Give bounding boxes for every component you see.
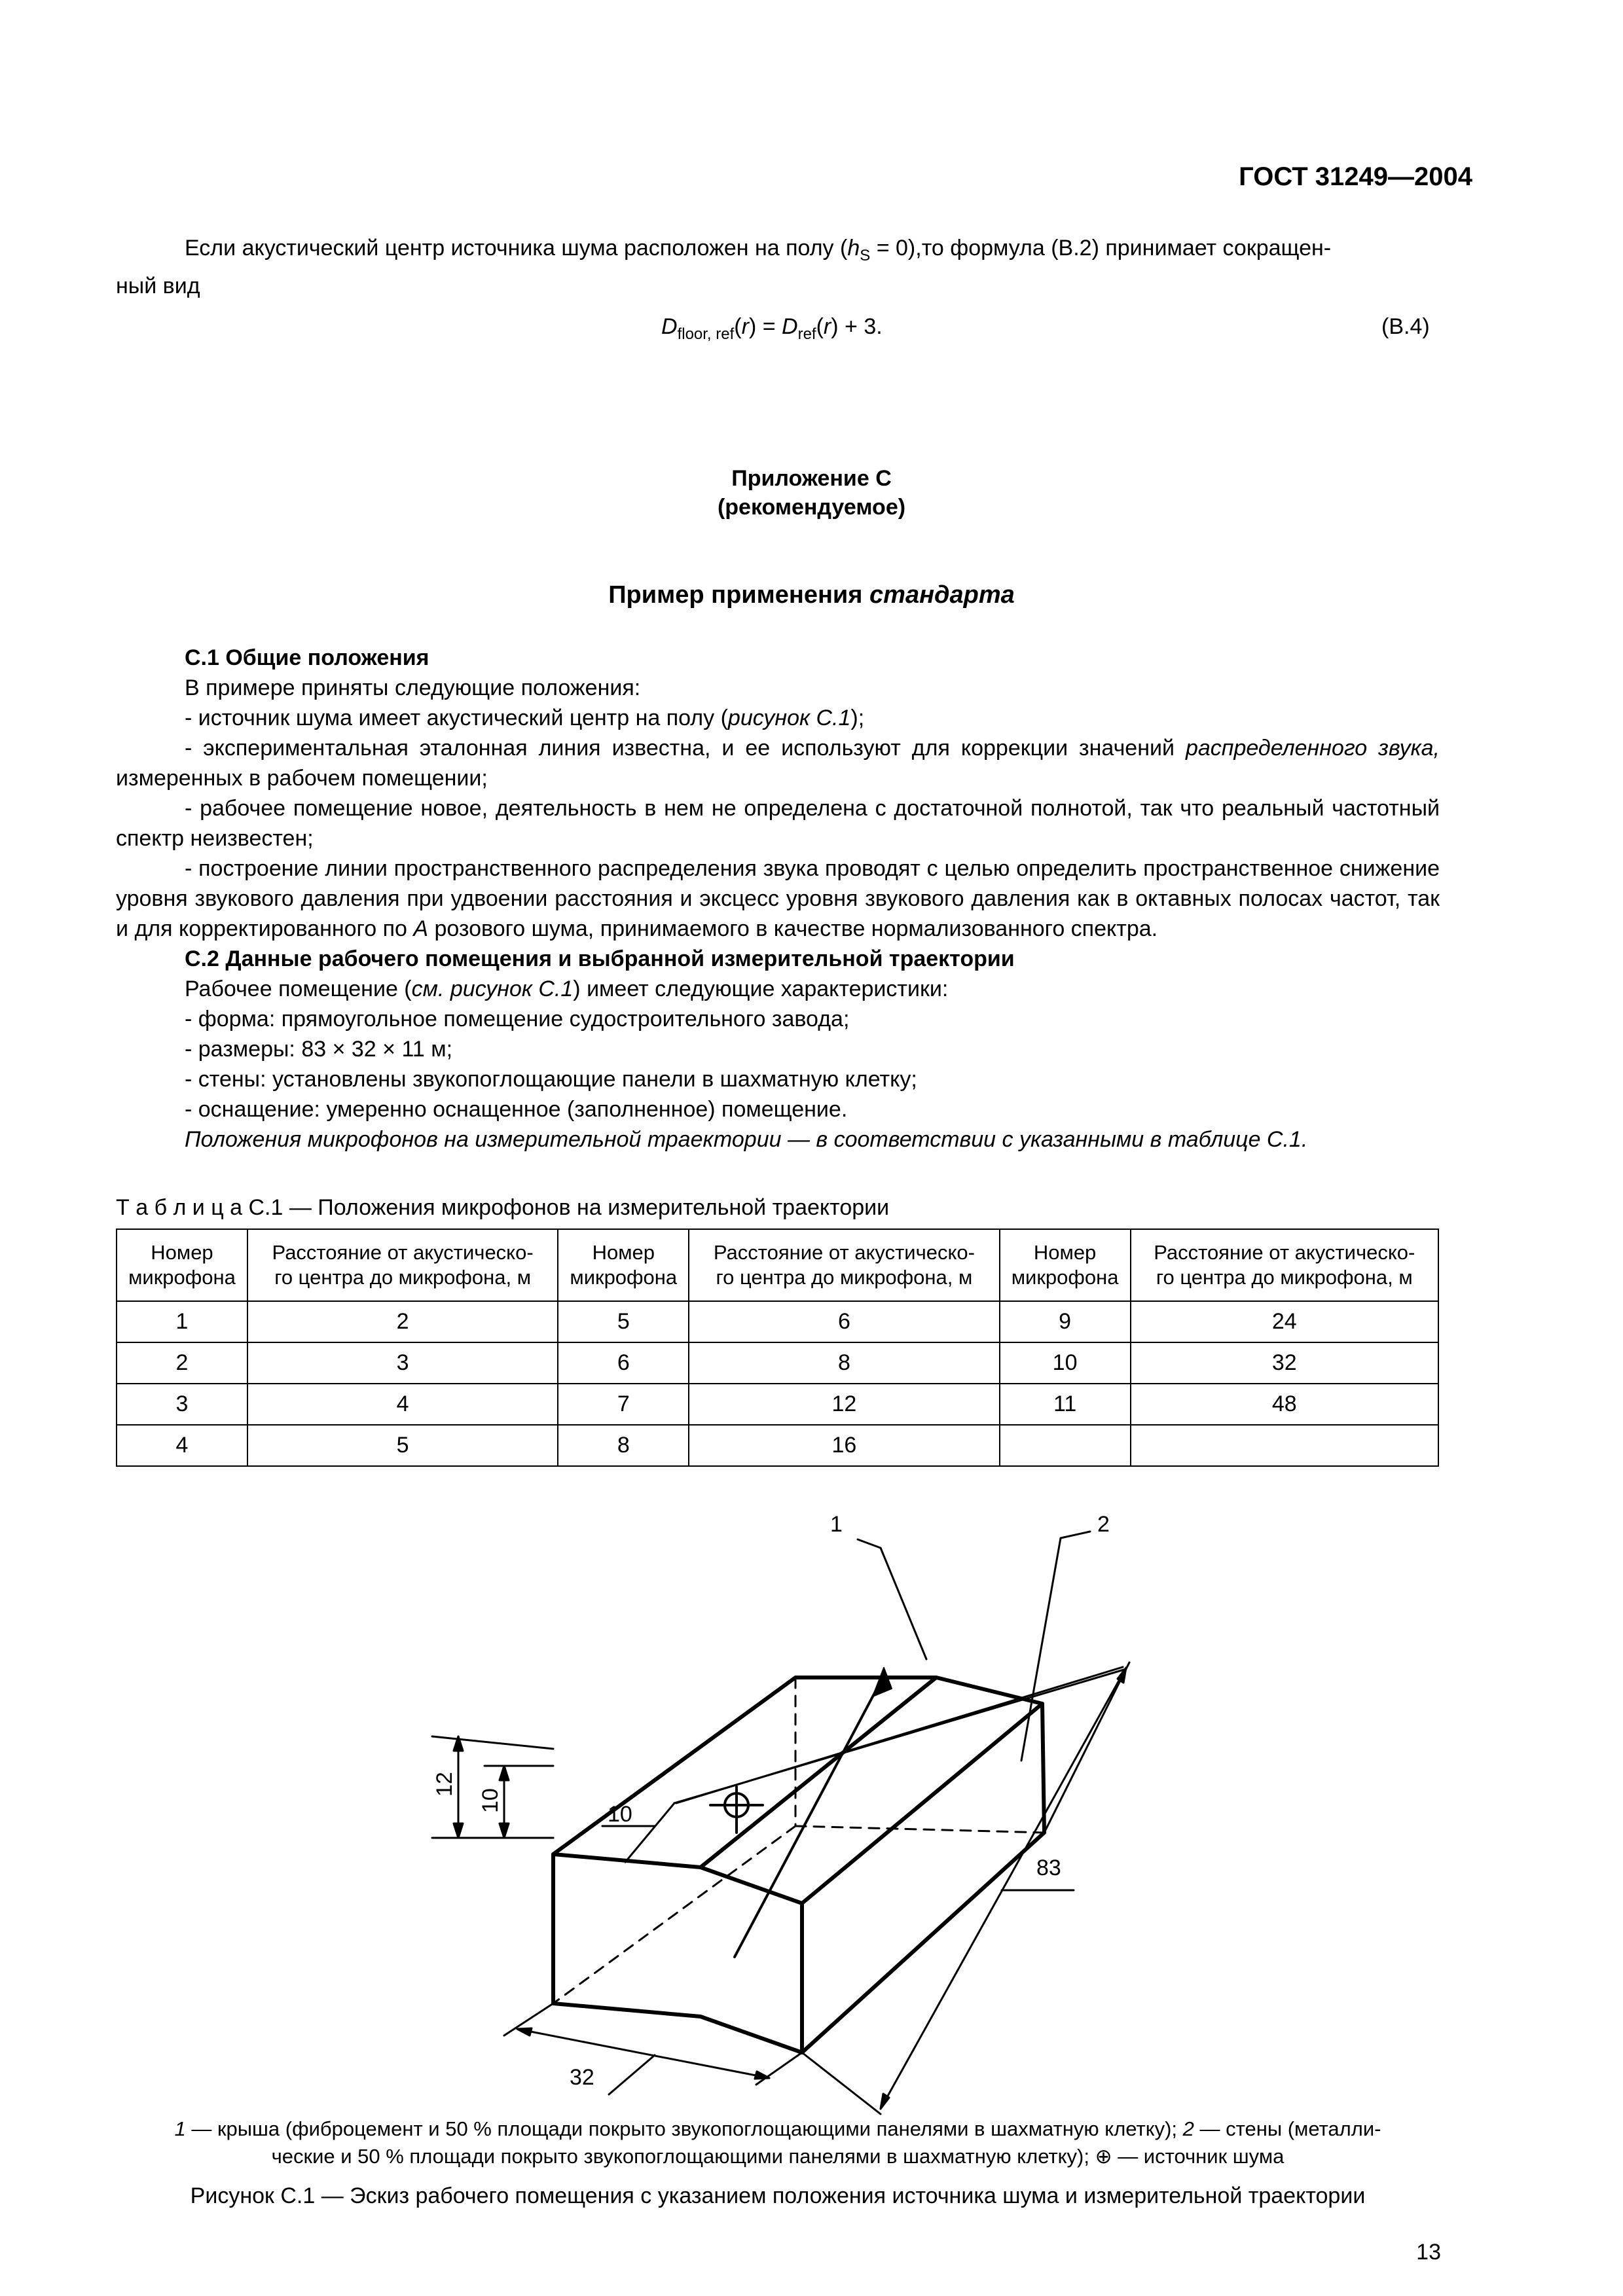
label-length-83: 83 xyxy=(1036,1856,1061,1880)
width-dimension-32 xyxy=(504,2003,802,2094)
table-cell: 8 xyxy=(689,1342,999,1384)
formula-sub2: ref xyxy=(797,325,816,343)
intro-h-sub: S xyxy=(860,247,871,264)
section1-p3b: распределенного звука, xyxy=(1185,736,1440,761)
roof-leader-line xyxy=(881,1548,926,1659)
section2-walls: - стены: установлены звукопоглощающие панели в шахматную клетку; xyxy=(185,1067,917,1092)
col-header-distance-l1: Расстояние от акустическо- xyxy=(713,1241,975,1264)
appendix-heading-a: Пример применения xyxy=(608,581,870,609)
table-cell: 6 xyxy=(558,1342,689,1384)
section2-p1b: см. рисунок С.1 xyxy=(411,977,574,1001)
formula-r1: r xyxy=(741,314,749,339)
section1-p3c: измеренных в рабочем помещении; xyxy=(116,766,488,791)
table-cell: 24 xyxy=(1131,1301,1438,1342)
length-dimension-83 xyxy=(802,1662,1129,2114)
section1-p3a: - экспериментальная эталонная линия известна, и ее используют для коррекции значений xyxy=(185,736,1186,761)
legend-1-text: — крыша (фиброцемент и 50 % площади покрыто звукопоглощающими панелями в шахматную клетку); xyxy=(185,2117,1183,2140)
col-header-number-l1: Номер xyxy=(1033,1241,1097,1264)
label-width-32: 32 xyxy=(570,2065,594,2090)
col-header-distance-l1: Расстояние от акустическо- xyxy=(1154,1241,1415,1264)
legend-2-num: 2 xyxy=(1182,2117,1194,2140)
table-cell: 8 xyxy=(558,1425,689,1466)
table-cell: 5 xyxy=(558,1301,689,1342)
table-caption-label: Т а б л и ц а xyxy=(116,1195,243,1220)
roof-leader xyxy=(858,1539,881,1548)
section1-p2b: рисунок С.1 xyxy=(727,706,851,730)
col-header-distance-l2: го центра до микрофона, м xyxy=(274,1266,532,1289)
legend-2-text-b: ческие и 50 % площади покрыто звукопоглощающими панелями в шахматную клетку); ⊕ — источник шума xyxy=(271,2145,1285,2168)
section1-p4: - рабочее помещение новое, деятельность в нем не определена с достаточной полнотой, так что реальный частотный спектр неизвестен; xyxy=(116,796,1440,851)
intro-line2: ный вид xyxy=(116,274,200,298)
section2-equip: - оснащение: умеренно оснащенное (заполненное) помещение. xyxy=(185,1097,848,1122)
table-cell: 2 xyxy=(117,1342,247,1384)
table-cell: 1 xyxy=(117,1301,247,1342)
formula-d2: D xyxy=(782,314,798,339)
intro-text-a: Если акустический центр источника шума расположен на полу ( xyxy=(185,236,848,260)
section1-p2a: - источник шума имеет акустический центр на полу ( xyxy=(185,706,728,730)
table-cell: 2 xyxy=(247,1301,558,1342)
formula-part2: ( xyxy=(734,314,742,339)
section2-p1c: ) имеет следующие характеристики: xyxy=(573,977,949,1001)
col-header-number-l1: Номер xyxy=(592,1241,655,1264)
section1-p2c: ); xyxy=(850,706,865,730)
label-source-10: 10 xyxy=(608,1802,632,1827)
formula-sub1: floor, ref xyxy=(677,325,735,343)
section1-p5a: - построение линии пространственного распределения звука проводят с целью определить пространственное снижение уровня звукового давления при удвоении расстояния и эксцесс уровня звукового давления как в октавных полосах частот, так и для корректированного по xyxy=(116,856,1440,941)
section1-p1: В примере приняты следующие положения: xyxy=(185,675,641,700)
label-height-12: 12 xyxy=(432,1772,457,1797)
table-cell: 7 xyxy=(558,1384,689,1425)
col-header-distance-l2: го центра до микрофона, м xyxy=(716,1266,973,1289)
section2-note: Положения микрофонов на измерительной траектории — в соответствии с указанными в таблице С.1. xyxy=(185,1127,1308,1152)
table-cell: 5 xyxy=(247,1425,558,1466)
arrow-head xyxy=(873,1668,892,1696)
trajectory-arrow xyxy=(735,1676,884,1957)
section2-p1a: Рабочее помещение ( xyxy=(185,977,412,1001)
col-header-number-l2: микрофона xyxy=(128,1266,236,1289)
section1-heading: С.1 Общие положения xyxy=(185,645,429,670)
legend-1-num: 1 xyxy=(174,2117,186,2140)
legend-2-text-a: — стены (металли- xyxy=(1194,2117,1381,2140)
table-cell: 6 xyxy=(689,1301,999,1342)
formula-d1: D xyxy=(661,314,678,339)
col-header-distance-l2: го центра до микрофона, м xyxy=(1156,1266,1413,1289)
col-header-number-l1: Номер xyxy=(151,1241,213,1264)
table-cell: 9 xyxy=(1000,1301,1131,1342)
formula-number: (B.4) xyxy=(1381,314,1430,339)
section2-form: - форма: прямоугольное помещение судостроительного завода; xyxy=(185,1007,850,1031)
label-walls: 2 xyxy=(1097,1512,1110,1537)
section1-p5c: розового шума, принимаемого в качестве нормализованного спектра. xyxy=(428,916,1158,941)
formula-part4: ( xyxy=(816,314,824,339)
table-cell: 12 xyxy=(689,1384,999,1425)
table-cell: 11 xyxy=(1000,1384,1131,1425)
col-header-number-l2: микрофона xyxy=(1011,1266,1119,1289)
document-code: ГОСТ 31249—2004 xyxy=(1239,162,1472,191)
extension-line xyxy=(676,1667,1123,1803)
wall-leader xyxy=(1061,1532,1090,1538)
figure-caption: Рисунок С.1 — Эскиз рабочего помещения с указанием положения источника шума и измерительной траектории xyxy=(190,2183,1366,2208)
intro-h-var: h xyxy=(847,236,860,260)
intro-text-b: = 0),то формула (B.2) принимает сокращен- xyxy=(870,236,1332,260)
hidden-edges xyxy=(553,1677,1044,2003)
formula-part3: ) = xyxy=(748,314,782,339)
table-caption-text: С.1 — Положения микрофонов на измерительной траектории xyxy=(242,1195,890,1220)
table-cell: 10 xyxy=(1000,1342,1131,1384)
table-cell: 3 xyxy=(117,1384,247,1425)
table-cell: 16 xyxy=(689,1425,999,1466)
formula-r2: r xyxy=(823,314,831,339)
section1-p5b: А xyxy=(413,916,429,941)
table-cell: 32 xyxy=(1131,1342,1438,1384)
building-outline xyxy=(553,1677,1044,2053)
col-header-number-l2: микрофона xyxy=(570,1266,678,1289)
table-cell: 4 xyxy=(247,1384,558,1425)
section2-heading: С.2 Данные рабочего помещения и выбранной измерительной траектории xyxy=(185,946,1015,971)
appendix-subtitle: (рекомендуемое) xyxy=(717,495,906,520)
table-cell: 48 xyxy=(1131,1384,1438,1425)
table-cell: 3 xyxy=(247,1342,558,1384)
page-number: 13 xyxy=(1416,2240,1441,2265)
figure-legend xyxy=(116,2115,1440,2170)
col-header-distance-l1: Расстояние от акустическо- xyxy=(272,1241,534,1264)
label-roof: 1 xyxy=(830,1512,843,1537)
appendix-title: Приложение С xyxy=(731,466,892,491)
label-height-10: 10 xyxy=(478,1788,503,1813)
appendix-heading-b: стандарта xyxy=(869,581,1015,609)
formula-part5: ) + 3. xyxy=(831,314,883,339)
table-cell: 4 xyxy=(117,1425,247,1466)
section2-size: - размеры: 83 × 32 × 11 м; xyxy=(185,1037,453,1062)
